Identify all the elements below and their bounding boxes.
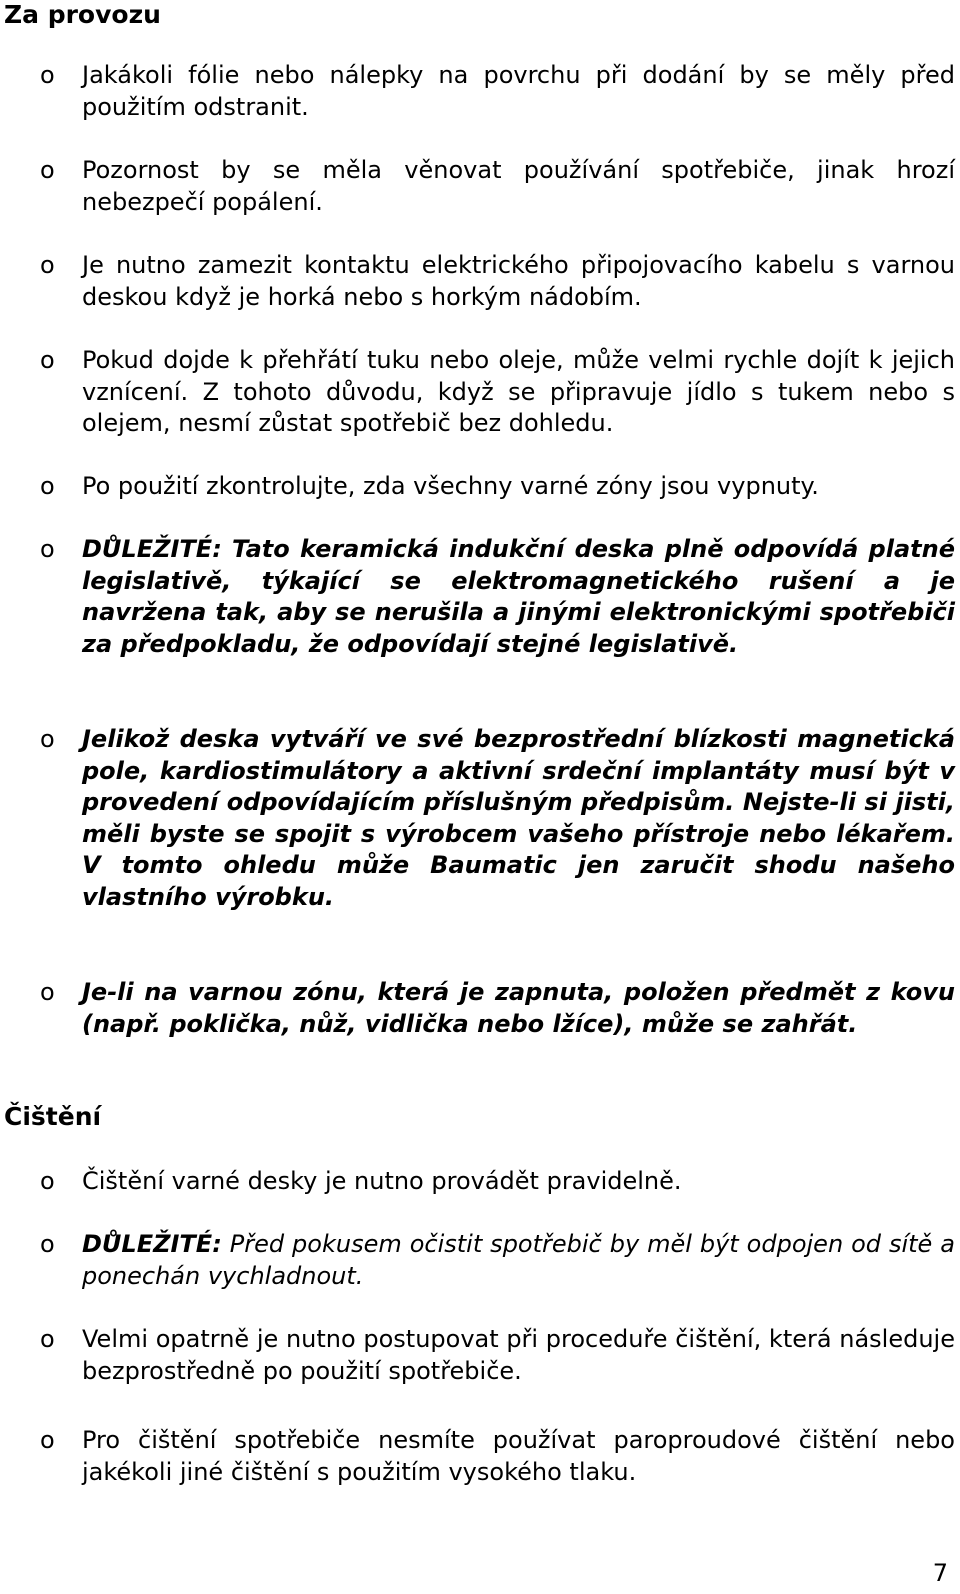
important-label: DŮLEŽITÉ: (82, 1230, 222, 1258)
important-text: Před pokusem očistit spotřebič by měl být odpojen od sítě a ponechán vychladnout. (82, 1230, 955, 1290)
list-item-text (82, 1229, 955, 1292)
bullet-marker: o (40, 978, 55, 1006)
bullet-marker: o (40, 535, 55, 563)
list-item-important (40, 534, 955, 660)
list-item (40, 1166, 955, 1198)
list-item-text: DŮLEŽITÉ: Tato keramická indukční deska plně odpovídá platné legislativě, týkající se elektromagnetického rušení a je navržena tak, aby se nerušila a jinými elektronickými spotřebiči za předpokladu, že odpovídají stejné legislativě. (82, 535, 955, 658)
list-item-important (40, 977, 955, 1040)
list-item (40, 471, 955, 503)
list-item (40, 345, 955, 440)
bullet-marker: o (40, 1230, 55, 1258)
bullet-marker: o (40, 1426, 55, 1454)
bullet-marker: o (40, 725, 55, 753)
bullet-marker: o (40, 1325, 55, 1353)
list-item-text: Jakákoli fólie nebo nálepky na povrchu při dodání by se měly před použitím odstranit. (82, 61, 955, 121)
page-number: 7 (932, 1559, 948, 1587)
list-item-text: Jelikož deska vytváří ve své bezprostřední blízkosti magnetická pole, kardiostimulátory a aktivní srdeční implantáty musí být v provedení odpovídajícím příslušným předpisům. Nejste-li si jisti, měli byste se spojit s výrobcem vašeho přístroje nebo lékařem. V tomto ohledu může Baumatic jen zaručit shodu našeho vlastního výrobku. (82, 725, 955, 911)
list-item-text: Pokud dojde k přehřátí tuku nebo oleje, může velmi rychle dojít k jejich vznícení. Z tohoto důvodu, když se připravuje jídlo s tukem nebo s olejem, nesmí zůstat spotřebič bez dohledu. (82, 346, 955, 438)
list-item (40, 155, 955, 218)
list-item (40, 1425, 955, 1488)
list-item-text: Je-li na varnou zónu, která je zapnuta, položen předmět z kovu (např. poklička, nůž, vidlička nebo lžíce), může se zahřát. (82, 978, 955, 1038)
bullet-marker: o (40, 61, 55, 89)
list-item-text: Velmi opatrně je nutno postupovat při proceduře čištění, která následuje bezprostředně po použití spotřebiče. (82, 1325, 955, 1385)
list-item-text: Pro čištění spotřebiče nesmíte používat paroproudové čištění nebo jakékoli jiné čištění s použitím vysokého tlaku. (82, 1426, 955, 1486)
bullet-marker: o (40, 156, 55, 184)
list-item-important (40, 724, 955, 914)
list-item-text: Po použití zkontrolujte, zda všechny varné zóny jsou vypnuty. (82, 472, 819, 500)
list-item-important (40, 1229, 955, 1292)
list-item-text: Čištění varné desky je nutno provádět pravidelně. (82, 1167, 682, 1195)
list-item (40, 250, 955, 313)
section-heading-provoz: Za provozu (4, 0, 161, 29)
list-item (40, 60, 955, 123)
bullet-marker: o (40, 251, 55, 279)
bullet-marker: o (40, 346, 55, 374)
list-item-text: Pozornost by se měla věnovat používání spotřebiče, jinak hrozí nebezpečí popálení. (82, 156, 955, 216)
bullet-marker: o (40, 472, 55, 500)
list-item-text: Je nutno zamezit kontaktu elektrického připojovacího kabelu s varnou deskou když je horká nebo s horkým nádobím. (82, 251, 955, 311)
list-item (40, 1324, 955, 1387)
bullet-marker: o (40, 1167, 55, 1195)
section-heading-cisteni: Čištění (4, 1102, 102, 1131)
